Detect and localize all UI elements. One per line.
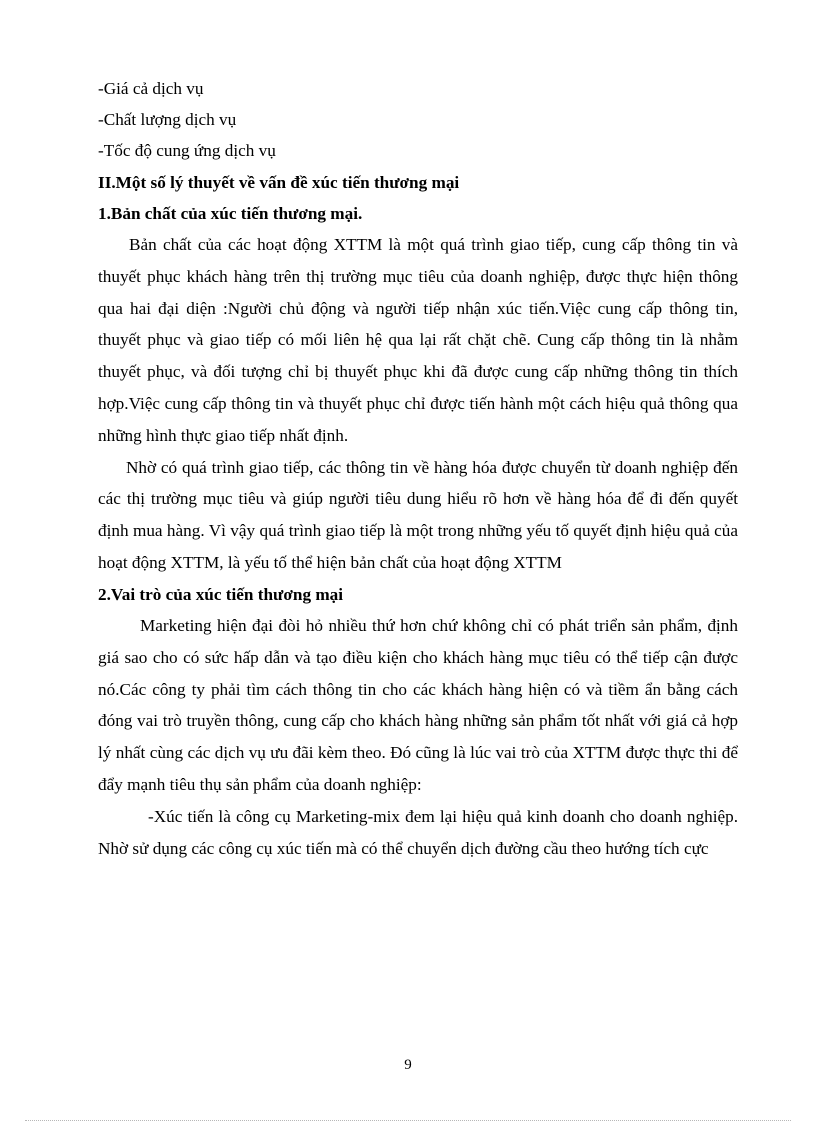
paragraph-marketing-mix: -Xúc tiến là công cụ Marketing-mix đem lại hiệu quả kinh doanh cho doanh nghiệp. Nhờ sử dụng các công cụ xúc tiến mà có thể chuyển dịch đường cầu theo hướng tích cực	[98, 806, 738, 858]
subsection-heading-1: 1.Bản chất của xúc tiến thương mại.	[98, 203, 363, 223]
subsection-heading-2: 2.Vai trò của xúc tiến thương mại	[98, 584, 344, 604]
bullet-quality: -Chất lượng dịch vụ	[98, 110, 237, 130]
paragraph-nature: Bản chất của các hoạt động XTTM là một quá trình giao tiếp, cung cấp thông tin và thuyết phục khách hàng trên thị trường mục tiêu của doanh nghiệp, được thực hiện thông qua hai đại diện :Người chủ động và người tiếp nhận xúc tiến.Việc cung cấp thông tin, thuyết phục và giao tiếp có mối liên hệ qua lại rất chặt chẽ. Cung cấp thông tin là nhằm thuyết phục, và đối tượng chỉ bị thuyết phục khi đã được cung cấp những thông tin thích hợp.Việc cung cấp thông tin và thuyết phục chỉ được tiến hành một cách hiệu quả thông qua những hình thực giao tiếp nhất định.	[98, 235, 738, 445]
paragraph-communication: Nhờ có quá trình giao tiếp, các thông tin về hàng hóa được chuyển từ doanh nghiệp đến các thị trường mục tiêu và giúp người tiêu dung hiểu rõ hơn về hàng hóa để đi đến quyết định mua hàng. Vì vậy quá trình giao tiếp là một trong những yếu tố quyết định hiệu quả của hoạt động XTTM, là yếu tố thể hiện bản chất của hoạt động XTTM	[98, 457, 738, 572]
section-heading: II.Một số lý thuyết về vấn đề xúc tiến thương mại	[98, 172, 460, 192]
bullet-price: -Giá cả dịch vụ	[98, 79, 204, 98]
page-bottom-divider	[25, 1120, 791, 1121]
page-number: 9	[404, 1057, 412, 1073]
page-content	[98, 73, 738, 864]
bullet-speed: -Tốc độ cung ứng dịch vụ	[98, 141, 276, 161]
paragraph-marketing: Marketing hiện đại đòi hỏ nhiều thứ hơn chứ không chỉ có phát triển sản phẩm, định giá sao cho có sức hấp dẫn và tạo điều kiện cho khách hàng mục tiêu có thể tiếp cận được nó.Các công ty phải tìm cách thông tin cho các khách hàng hiện có và tiềm ẩn bằng cách đóng vai trò truyền thông, cung cấp cho khách hàng những sản phẩm tốt nhất với giá cả hợp lý nhất cùng các dịch vụ ưu đãi kèm theo. Đó cũng là lúc vai trò của XTTM được thực thi để đẩy mạnh tiêu thụ sản phẩm của doanh nghiệp:	[98, 615, 738, 794]
